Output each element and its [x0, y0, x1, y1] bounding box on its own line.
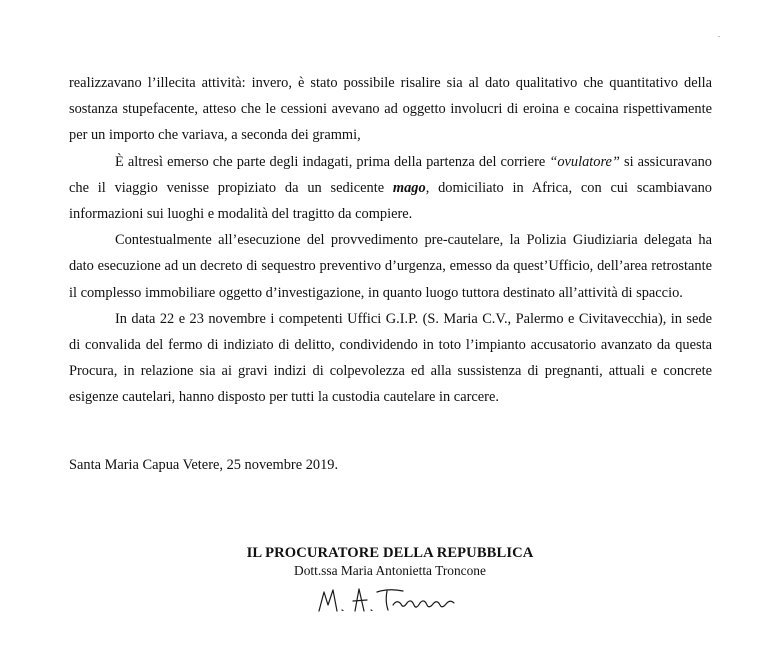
paragraph-ovulatore [69, 149, 712, 228]
signature-block [190, 544, 590, 617]
paragraph-text-segment: È altresì emerso che parte degli indagati, prima della partenza del corriere [115, 153, 550, 170]
signatory-name: Dott.ssa Maria Antonietta Troncone [294, 563, 486, 578]
italic-term-ovulatore: “ovulatore” [549, 153, 620, 170]
bold-italic-term-mago: mago [392, 179, 426, 196]
signatory-title: IL PROCURATORE DELLA REPUBBLICA [246, 545, 534, 561]
dateline: Santa Maria Capua Vetere, 25 novembre 2019. [69, 457, 339, 473]
paragraph-convalida: In data 22 e 23 novembre i competenti Uffici G.I.P. (S. Maria C.V., Palermo e Civitavecchia), in sede di convalida del fermo di indiziato di delitto, condividendo in toto l’impianto accusatorio avanzato da questa Procura, in relazione sia ai gravi indizi di colpevolezza ed alla sussistenza di pregnanti, attuali e concrete esigenze cautelari, hanno disposto per tutti la custodia cautelare in carcere. [69, 310, 712, 406]
paragraph-text-segment: , domiciliato in Africa, con cui scambiavano informazioni sui luoghi e modalità del tragitto da compiere. [69, 179, 712, 223]
paragraph-sequestro: Contestualmente all’esecuzione del provvedimento pre-cautelare, la Polizia Giudiziaria delegata ha dato esecuzione ad un decreto di sequestro preventivo d’urgenza, emesso da quest’Ufficio, dell’area retrostante il complesso immobiliare oggetto d’investigazione, in quanto luogo tuttora destinato all’attività di spaccio. [69, 232, 712, 301]
scan-mark [718, 36, 720, 37]
paragraph-continuation: realizzavano l’illecita attività: invero, è stato possibile risalire sia al dato qualitativo che quantitativo della sostanza stupefacente, atteso che le cessioni avevano ad oggetto involucri di eroina e cocaina rispettivamente per un importo che variava, a seconda dei grammi, [69, 75, 712, 144]
document-body [69, 70, 712, 411]
paragraph-text-segment: si assicuravano che il viaggio venisse propiziato da un sedicente [69, 153, 712, 196]
handwritten-signature [315, 583, 465, 617]
